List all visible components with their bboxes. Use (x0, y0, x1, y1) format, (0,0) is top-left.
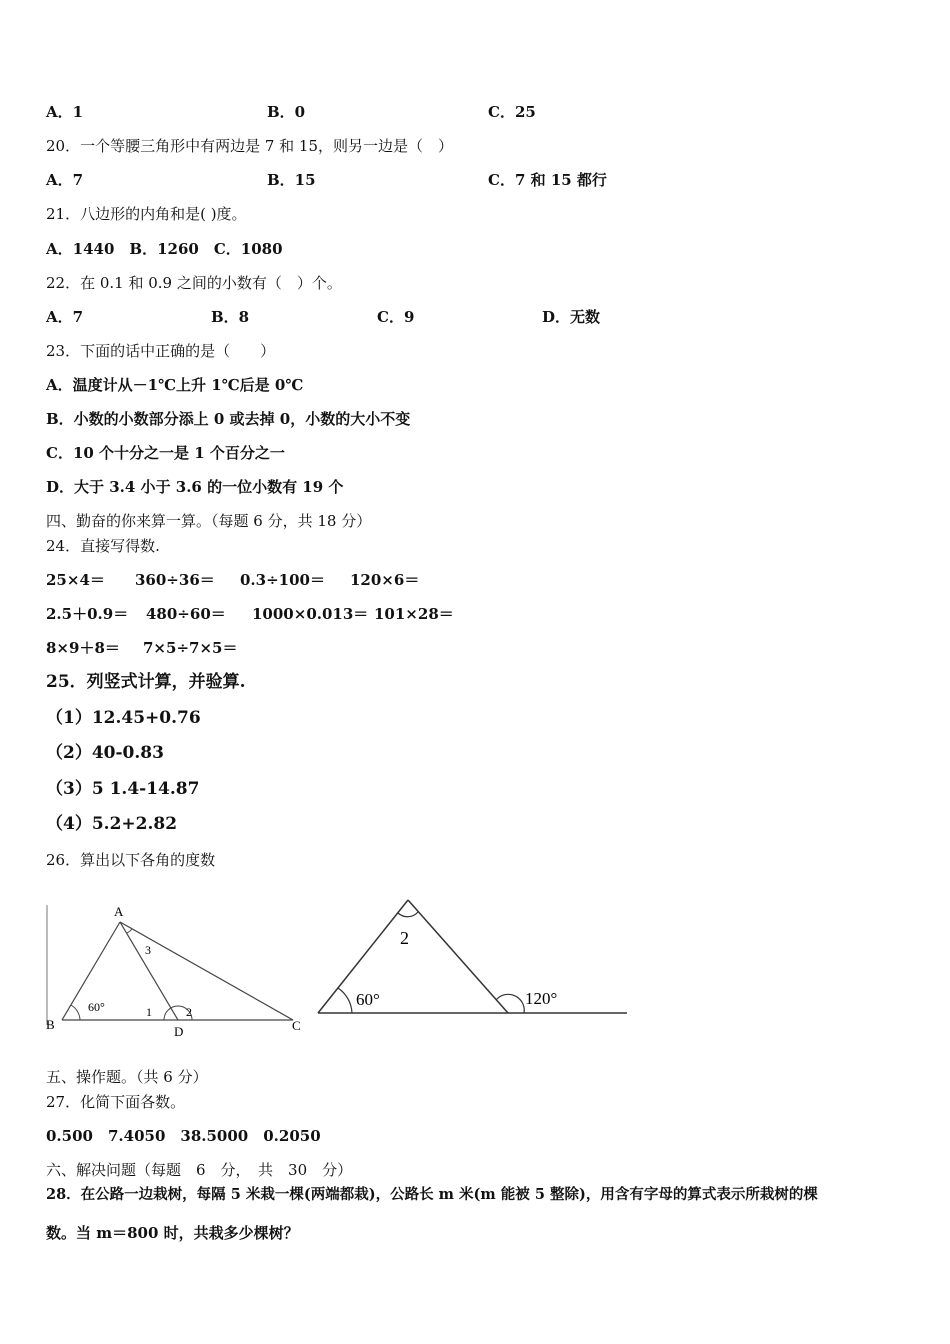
section4-title: 四、勤奋的你来算一算。（每题 6 分，共 18 分） (46, 512, 372, 530)
q24-r1-c1: 25×4＝ (46, 571, 105, 589)
q27-stem: 27．化简下面各数。 (46, 1093, 186, 1111)
label-angle-120: 120° (525, 989, 558, 1008)
label-angle-2: 2 (186, 1005, 192, 1019)
q25-stem: 25．列竖式计算，并验算. (46, 672, 246, 692)
q20-option-b: B．15 (267, 171, 316, 189)
q24-r1-c3: 0.3÷100＝ (240, 571, 325, 589)
q22-option-b: B．8 (211, 308, 250, 326)
q28-line-1: 28．在公路一边栽树，每隔 5 米栽一棵(两端都栽)，公路长 m 米(m 能被 5 整除)，用含有字母的算式表示所栽树的棵 (46, 1186, 818, 1203)
q20-option-c: C．7 和 15 都行 (488, 171, 607, 189)
q25-item-2: （2）40-0.83 (46, 743, 164, 763)
q21-options: A．1440 B．1260 C．1080 (46, 240, 283, 258)
q22-stem: 22．在 0.1 和 0.9 之间的小数有（ ）个。 (46, 274, 342, 292)
section6-title: 六、解决问题（每题 6 分， 共 30 分） (46, 1161, 353, 1179)
q23-option-d: D．大于 3.4 小于 3.6 的一位小数有 19 个 (46, 478, 344, 496)
q24-r2-c3: 1000×0.013＝ (252, 605, 369, 623)
q22-option-d: D．无数 (542, 308, 601, 326)
q19-option-a: A．1 (46, 103, 84, 121)
section5-title: 五、操作题。（共 6 分） (46, 1068, 208, 1086)
arc-angle-b (71, 1005, 80, 1020)
label-c: C (292, 1018, 301, 1033)
label-angle-2: 2 (400, 928, 409, 948)
q24-r3-c1: 8×9＋8＝ (46, 639, 120, 657)
right-side (408, 900, 508, 1013)
q20-option-a: A．7 (46, 171, 84, 189)
q27-numbers: 0.500 7.4050 38.5000 0.2050 (46, 1127, 321, 1145)
q22-option-a: A．7 (46, 308, 84, 326)
q25-item-4: （4）5.2+2.82 (46, 814, 178, 834)
label-angle-b: 60° (88, 1000, 105, 1014)
q20-stem: 20．一个等腰三角形中有两边是 7 和 15，则另一边是（ ） (46, 137, 454, 155)
q24-r2-c2: 480÷60＝ (146, 605, 226, 623)
arc-left-angle (338, 988, 352, 1013)
q24-r2-c1: 2.5＋0.9＝ (46, 605, 129, 623)
q26-figure-1 (40, 895, 310, 1045)
q24-r3-c2: 7×5÷7×5＝ (143, 639, 238, 657)
q23-stem: 23．下面的话中正确的是（ ） (46, 342, 276, 360)
q19-option-c: C．25 (488, 103, 536, 121)
label-angle-3: 3 (145, 943, 151, 957)
q24-stem: 24．直接写得数. (46, 537, 160, 555)
label-b: B (46, 1017, 55, 1032)
q21-stem: 21．八边形的内角和是( )度。 (46, 205, 247, 223)
q24-r1-c4: 120×6＝ (350, 571, 420, 589)
arc-angle-2 (398, 912, 418, 917)
q26-figure-2 (310, 888, 635, 1028)
q25-item-1: （1）12.45+0.76 (46, 708, 201, 728)
q23-option-b: B．小数的小数部分添上 0 或去掉 0，小数的大小不变 (46, 410, 411, 428)
q28-line-2: 数。当 m＝800 时，共栽多少棵树？ (46, 1224, 299, 1242)
q24-r1-c2: 360÷36＝ (135, 571, 215, 589)
arc-angle-3 (127, 929, 132, 933)
q23-option-c: C．10 个十分之一是 1 个百分之一 (46, 444, 285, 462)
label-d: D (174, 1024, 184, 1039)
q24-r2-c4: 101×28＝ (374, 605, 454, 623)
q25-item-3: （3）5 1.4-14.87 (46, 779, 200, 799)
q26-stem: 26．算出以下各角的度数 (46, 851, 216, 869)
q23-option-a: A．温度计从－1℃上升 1℃后是 0℃ (46, 376, 304, 394)
q22-option-c: C．9 (377, 308, 415, 326)
label-angle-1: 1 (146, 1005, 152, 1019)
label-a: A (114, 904, 124, 919)
q19-option-b: B．0 (267, 103, 306, 121)
label-angle-60: 60° (356, 990, 380, 1009)
